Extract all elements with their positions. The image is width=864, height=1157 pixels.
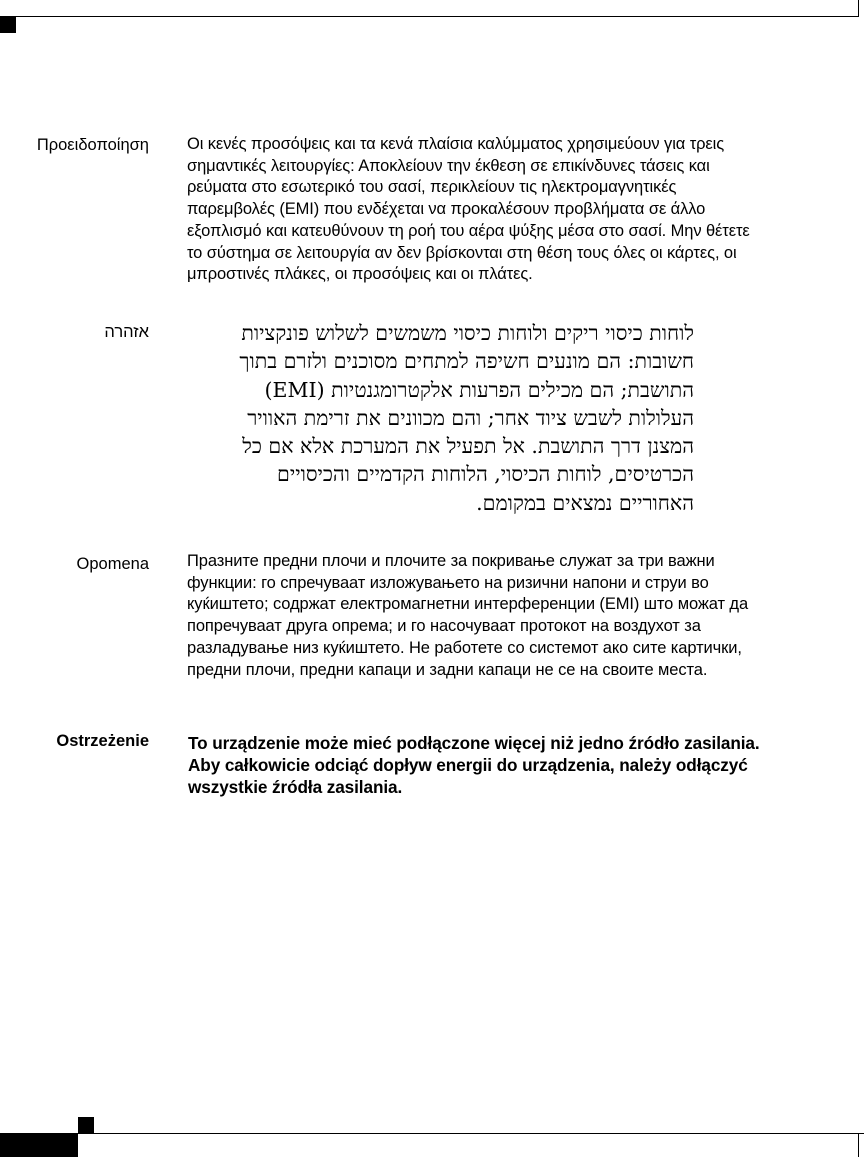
text-line: העלולות לשבש ציוד אחר; והם מכוונים את זרימת האוויר xyxy=(247,405,694,430)
text-line: התושבת; הם מכילים הפרעות אלקטרומגנטיות (EMI) xyxy=(264,377,694,402)
text-line: предни плочи, предни капаци и задни капаци не се на своите места. xyxy=(187,660,708,679)
text-line: Празните предни плочи и плочите за покривање служат за три важни xyxy=(187,552,715,570)
warning-text-greek xyxy=(187,134,864,286)
text-line: הכרטיסים, לוחות הכיסוי, הלוחות הקדמיים והכיסויים xyxy=(277,462,694,487)
warning-label-greek: Προειδοποίηση xyxy=(36,136,149,154)
text-line: μπροστινές πλάκες, οι προσόψεις και οι πλάτες. xyxy=(187,265,533,284)
footer-rule xyxy=(0,1133,864,1134)
text-line: לוחות כיסוי ריקים ולוחות כיסוי משמשים לשלוש פונקציות xyxy=(241,321,694,345)
text-line: To urządzenie może mieć podłączone więcej niż jedno źródło zasilania. xyxy=(188,733,760,753)
warning-label-macedonian: Opomena xyxy=(76,555,149,573)
text-line: παρεμβολές (EMI) που ενδέχεται να προκαλέσουν προβλήματα σε άλλο xyxy=(187,200,706,219)
text-line: ρεύματα στο εσωτερικό του σασί, περικλείουν τις ηλεκτρομαγνητικές xyxy=(187,178,677,197)
text-line: εξοπλισμό και κατευθύνουν τη ροή του αέρα ψύξης μέσα στο σασί. Μην θέτετε xyxy=(187,221,750,240)
header-corner-tick xyxy=(858,0,859,17)
text-line: функции: го спречуваат изложувањето на ризични напони и струи во xyxy=(187,573,709,592)
text-line: המצנן דרך התושבת. אל תפעיל את המערכת אלא אם כל xyxy=(242,434,694,459)
text-line: האחוריים נמצאים במקומם. xyxy=(476,490,694,515)
text-line: Οι κενές προσόψεις και τα κενά πλαίσια καλύμματος χρησιμεύουν για τρεις xyxy=(187,135,725,153)
footer-corner-tick xyxy=(858,1133,859,1157)
footer-bar xyxy=(0,1134,78,1157)
text-line: חשובות: הם מונעים חשיפה למתחים מסוכנים ולזרם בתוך xyxy=(239,349,694,374)
warning-label-polish: Ostrzeżenie xyxy=(56,732,149,750)
text-line: wszystkie źródła zasilania. xyxy=(188,777,403,797)
text-line: σημαντικές λειτουργίες: Αποκλείουν την έκθεση σε επικίνδυνες τάσεις και xyxy=(187,156,710,175)
warning-text-polish xyxy=(188,732,864,798)
text-line: попречуваат друга опрема; и го насочуваат протокот на воздухот за xyxy=(187,617,701,636)
warning-text-hebrew xyxy=(180,319,694,517)
text-line: το σύστημα σε λειτουργία αν δεν βρίσκονται στη θέση τους όλες οι κάρτες, οι xyxy=(187,243,737,262)
text-line: куќиштето; содржат електромагнетни интерференции (EMI) што можат да xyxy=(187,595,749,614)
header-rule xyxy=(0,16,858,17)
footer-marker xyxy=(78,1117,94,1133)
warning-text-macedonian xyxy=(187,551,864,681)
header-marker xyxy=(0,17,16,33)
warning-label-hebrew: אזהרה xyxy=(104,323,149,341)
text-line: разладување низ куќиштето. Не работете со системот ако сите картички, xyxy=(187,638,742,657)
text-line: Aby całkowicie odciąć dopływ energii do urządzenia, należy odłączyć xyxy=(188,755,748,775)
